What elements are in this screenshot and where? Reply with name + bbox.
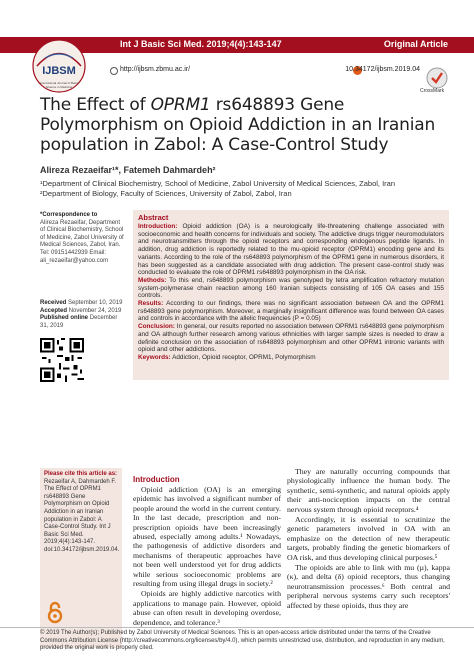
title-part-1: The Effect of [40, 95, 151, 115]
svg-text:International Journal of Basic: International Journal of Basic [39, 81, 79, 85]
abstract-introduction [138, 223, 444, 277]
title-part-2: rs648893 Gene Polymorphism on Opioid Addiction in an Iranian population in Zabol: A Case-Control Study [40, 95, 436, 155]
author-list: Alireza Rezaeifar¹*, Fatemeh Dahmardeh² [40, 165, 216, 175]
correspondence-heading: *Correspondence to [40, 212, 98, 218]
introduction-heading: Introduction [133, 475, 180, 484]
abstract-conclusion [138, 323, 444, 354]
abstract-keywords-text: Addiction, Opioid receptor, OPRM1, Polymorphism [172, 353, 316, 361]
open-access-icon [46, 600, 64, 624]
affiliation-1: ¹Department of Clinical Biochemistry, School of Medicine, Zabol University of Medical Sciences, Zabol, Iran [40, 179, 396, 188]
abstract-results [138, 300, 444, 323]
citation-label: Please cite this article as: [44, 471, 118, 477]
intro-paragraph-5: The opioids are able to link with mu (µ), kappa (κ), and delta (δ) opioid receptors, thus changing neurotransmission processes.⁶ Both central and peripheral nervous systems carry such receptors' affected by these opioids, thus they are [287, 563, 450, 610]
journal-logo [27, 36, 91, 100]
affiliation-2: ²Department of Biology, Faculty of Sciences, University of Zabol, Zabol, Iran [40, 189, 292, 198]
body-column-2 [287, 467, 450, 611]
intro-paragraph-3: They are naturally occurring compounds that physiologically influence the human body. The synthetic, semi-synthetic, and natural opioids apply their anti-nociception impacts on the central nervous system through opioid receptors.⁴ [287, 467, 450, 514]
abstract-keywords-label: Keywords: [138, 353, 171, 361]
correspondence-block [40, 212, 125, 265]
crossmark-label: CrossMark [420, 88, 445, 94]
globe-icon [110, 67, 118, 75]
accepted-date: November 24, 2019 [68, 307, 122, 314]
abstract-methods-label: Methods: [138, 276, 167, 284]
journal-url[interactable]: http://ijbsm.zbmu.ac.ir/ [120, 66, 191, 73]
received-label: Received [40, 300, 67, 306]
abstract-conclusion-label: Conclusion: [138, 323, 175, 331]
doi-link[interactable]: 10.34172/ijbsm.2019.04 [345, 66, 420, 73]
abstract-results-text: According to our findings, there was no significant association between OA and the OPRM1 rs648893 gene polymorphism. Moreover, a marginally insignificant difference was found between OA cases and controls in accordance with the allelic frequencies (P = 0.05) [138, 300, 444, 323]
crossmark-icon[interactable] [425, 66, 449, 90]
abstract-results-label: Results: [138, 300, 164, 308]
qr-code-icon [40, 338, 84, 382]
correspondence-text: Alireza Rezaeifar, Department of Clinical Biochemistry, School of Medicine, Zabol University of Medical Sciences, Zabol, Iran. Tel: 09151442939 Email: ali_rezaeifar@yahoo.com [40, 219, 124, 264]
dates-block [40, 300, 125, 330]
intro-paragraph-1: Opioid addiction (OA) is an emerging epidemic has involved a significant number of people around the world in the current century. In the last decade, prescription and non-prescription opioids have been increasingly abused, especially among adults.¹ Nowadays, the pathogenesis of addictive disorders and mechanisms of therapeutic approaches have not been well understood yet for drug addicts while serious socioeconomic problems are resulting from using illegal drugs in society.² [133, 485, 281, 589]
accepted-label: Accepted [40, 307, 68, 314]
abstract-intro-label: Introduction: [138, 223, 178, 230]
citation-text: Rezaeifar A, Dahmardeh F. The Effect of OPRM1 rs648893 Gene Polymorphism on Opioid Addiction in an Iranian population in Zabol: A Case-Control Study. Int J Basic Sci Med. 2019;4(4):143-147. doi:10.34172/ijbsm.2019.04. [44, 478, 120, 553]
article-title [40, 95, 450, 155]
abstract-methods-text: To this end, rs648893 polymorphism was genotyped by tetra amplification refractory mutation system-polymerase chain reaction among 160 Iranian subjects consisting of 105 OA cases and 155 controls. [138, 276, 444, 300]
abstract-box [133, 210, 449, 380]
footer-divider [0, 627, 474, 628]
svg-text:Science in Medicine: Science in Medicine [45, 85, 73, 89]
journal-citation: Int J Basic Sci Med. 2019;4(4):143-147 [120, 39, 282, 49]
title-gene: OPRM1 [150, 95, 211, 115]
copyright-footer: © 2019 The Author(s); Published by Zabol University of Medical Sciences. This is an open-access article distributed under the terms of the Creative Commons Attribution License (http://creativecommons.org/licenses/by/4.0), which permits unrestricted use, distribution, and reproduction in any medium, provided the original work is properly cited. [40, 630, 445, 651]
received-date: September 10, 2019 [68, 300, 123, 306]
article-type: Original Article [383, 39, 448, 49]
abstract-intro-text: Opioid addiction (OA) is a neurologically life-threatening challenge associated with socioeconomic and health concerns for individuals and society. The addictive drugs trigger neuromodulators and neurotransmitters through the opioid receptors and corresponding endogenous peptide ligands. In addition, drug addiction is reportedly related to the mu-opioid receptor (OPRM1) encoding gene and its variants. According to the role of the rs648893 polymorphism of the OPRM1 gene in numerous disorders, it has been suggested as a candidate associated with drug addiction. The present case-control study was conducted to evaluate the role of OPRM1 rs648893 polymorphism in the OA risk. [138, 223, 444, 277]
published-label: Published online [40, 315, 89, 322]
svg-text:IJBSM: IJBSM [42, 65, 76, 77]
abstract-keywords [138, 354, 444, 362]
abstract-methods [138, 277, 444, 300]
abstract-heading: Abstract [138, 213, 169, 222]
body-column-1 [133, 475, 281, 628]
url-doi-row [110, 66, 460, 78]
intro-paragraph-2: Opioids are highly addictive narcotics with applications to manage pain. However, opioid abuse can often result in developing overdose, dependence, and tolerance.³ [133, 589, 281, 627]
abstract-conclusion-text: In general, our results reported no association between OPRM1 rs648893 gene polymorphism and OA although further research among various ethnicities with larger sample sizes is needed to draw a definite conclusion on the association of rs648893 polymorphism and other OPRM1 intronic variants with opioid and other addictions. [138, 323, 444, 354]
intro-paragraph-4: Accordingly, it is essential to scrutinize the genetic parameters involved in OA with an emphasize on the detection of new therapeutic targets, probably finding the genetic biomarkers of OA risk, and thus developing clinical purposes.⁵ [287, 515, 450, 562]
published-date: December 31, 2019 [40, 315, 118, 329]
